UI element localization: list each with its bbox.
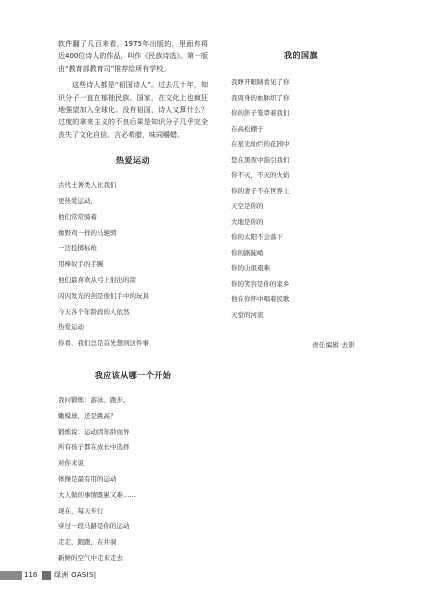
poem-line: 在高松棚子: [231, 124, 264, 133]
page-number: 116: [24, 571, 38, 579]
poem-line: 天堂的河流: [231, 310, 264, 319]
poem-line: 你的影子笼罩着我们: [231, 109, 290, 117]
poem-line: 你的路陡峭: [231, 248, 264, 257]
poem-line: 你的笑容是你的家乡: [231, 279, 290, 288]
poem-line: 在星光灿烂的花园中: [231, 140, 290, 148]
poem-line: 对你来说: [58, 459, 84, 468]
left-column: [58, 38, 208, 567]
poem-line: 你的山很艰难: [231, 264, 270, 272]
poem-where-to-start: [58, 393, 208, 567]
editor-credit: 责任编辑 去影: [312, 341, 356, 349]
poem-line: 我周身的血脉织了你: [231, 93, 290, 102]
poem-line: 走走，跑跑，在井洞: [58, 538, 117, 547]
poem-line: 你看，我们总是首先想到这件事: [58, 339, 149, 348]
magazine-name-cn: 绿洲: [54, 571, 69, 579]
poem-line: 您在黑夜中指引我们: [231, 155, 290, 164]
poem-sports: [58, 178, 208, 352]
poem-line: 一边投掷标枪: [58, 244, 97, 253]
poem-line: 你的太阳不会落下: [231, 233, 283, 241]
poem-line: 用棒奴手的手腕: [58, 260, 104, 269]
poem-line: 所有孩子都在成长中选择: [58, 443, 130, 452]
poem-line: 嫩模球，还是跳高？: [58, 411, 117, 420]
page-footer: [0, 568, 427, 582]
section-title-my-flag: 我的国旗: [284, 51, 318, 60]
magazine-name-en: OASIS: [71, 571, 94, 579]
poem-line: 我睁开眼睛看见了你: [231, 78, 290, 86]
poem-line: 我问锻炼：游泳、跑步。: [58, 396, 130, 405]
poem-line: 大地是你的: [231, 217, 264, 226]
poem-line: 他们最喜欢从弓上射出的箭: [58, 276, 136, 285]
footer-square-decoration: [42, 571, 51, 580]
intro-paragraph-2: 这些诗人都是“祖国诗人”。过去几十年，知识分子一直在郁抽民族、国家，在文化上也疯狂地强望加入全球化。没有祖国，诗人又算什么？过度的拿来主义的不良后果是知识分子几乎完全丧失了文化自信。言必希腊，味同嚼蜡。: [58, 81, 208, 139]
intro-paragraph-1: 软件翻了几百来看，1975年出版的，里面有将近400位诗人的作品，叫作《民族诗选》。第一版由“教育部教育司”推荐给所有学校。: [58, 40, 208, 73]
poem-line: 他们常常骑着: [58, 212, 97, 221]
poem-line: 你不灭，不灭的火焰: [231, 171, 290, 179]
poem-my-flag: [231, 75, 371, 323]
poem-line: 锻炼说：运动因年龄而异: [58, 427, 130, 436]
section-title-sports: 热爱运动: [116, 156, 150, 166]
intro-text: [58, 38, 208, 141]
poem-line: 你的妻子不在世界上: [231, 186, 290, 195]
magazine-name: 绿洲 OASIS|: [54, 571, 97, 579]
poem-line: 今天各个年龄段的人依然: [58, 307, 130, 316]
poem-line: 新鲜的空气中走来走去: [58, 553, 123, 562]
right-column: [231, 50, 371, 323]
section-title-where-to-start: 我应该从哪一个开始: [94, 371, 172, 381]
poem-line: 大人做的事情既累又难……: [58, 490, 136, 499]
footer-bar-decoration: [0, 571, 22, 580]
poem-line: 古代土著类人比我们: [58, 181, 117, 190]
poem-line: 热爱运动: [58, 323, 84, 332]
poem-line: 体操是最有用的运动: [58, 475, 117, 483]
poem-line: 更热爱运动，: [58, 197, 97, 206]
poem-line: 天空是你的: [231, 202, 264, 210]
poem-line: 闪闪发光的剑是他们手中的玩具: [58, 291, 149, 300]
poem-line: 像野鸡一样的马驰骋: [58, 228, 117, 237]
poem-line: 穿过一段马路是你的运动: [58, 522, 130, 531]
poem-line: 现在，每天步行: [58, 506, 104, 515]
poem-line: 他在你怀中唱着民歌: [231, 295, 290, 303]
